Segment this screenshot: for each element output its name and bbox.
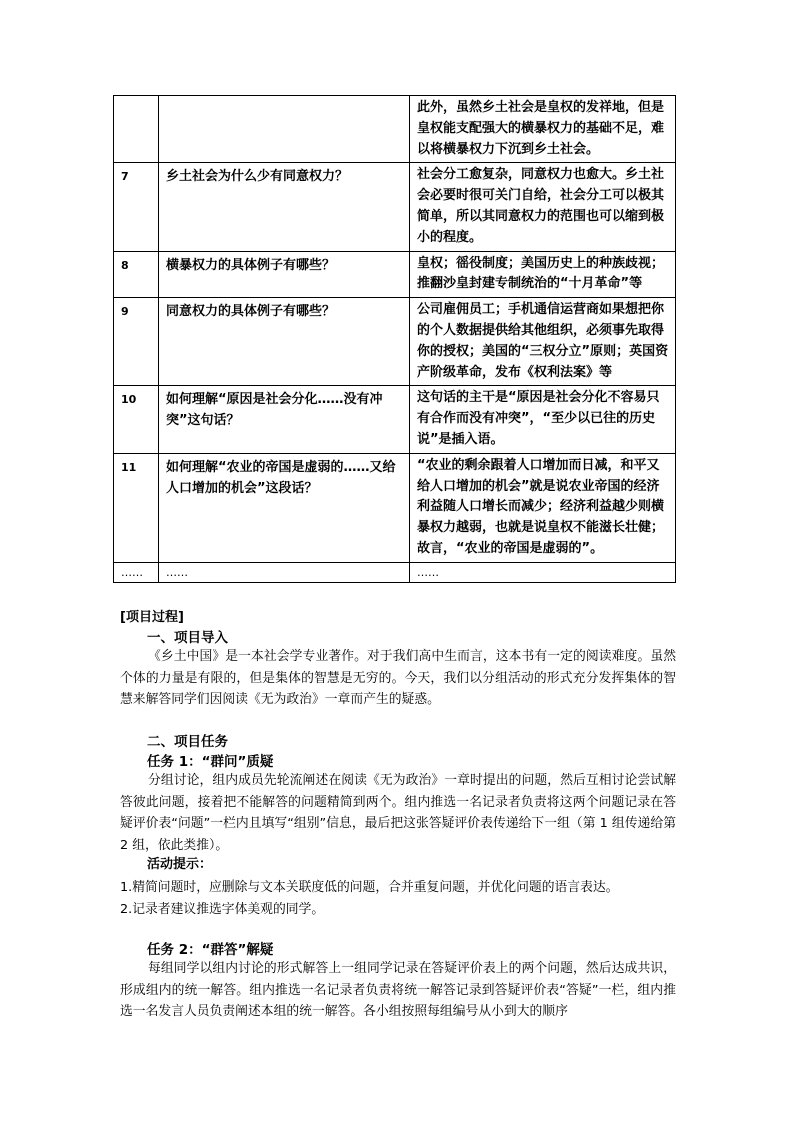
intro-heading: 一、项目导入 (147, 630, 228, 646)
tips-title: 活动提示： (147, 857, 213, 872)
intro-paragraph: 《乡土中国》是一本社会学专业著作。对于我们高中生而言，这本书有一定的阅读难度。虽然个体的力量是有限的，但是集体的智慧是无穷的。今天，我们以分组活动的形式充分发挥集体的智慧来解答同学们因阅读《无为政治》一章而产生的疑惑。 (120, 649, 676, 708)
question-cell (159, 96, 410, 163)
question-cell: …… (159, 562, 410, 582)
table-row (114, 163, 676, 251)
qa-table (113, 95, 676, 583)
answer-cell: 公司雇佣员工；手机通信运营商如果想把你的个人数据提供给其他组织，必须事先取得你的授权；美国的“三权分立”原则；英国资产阶级革命，发布《权利法案》等 (410, 298, 676, 386)
process-label: [项目过程] (120, 610, 184, 625)
row-number: …… (114, 562, 159, 582)
table-row (114, 453, 676, 562)
tip-item: 1.精简问题时，应删除与文本关联度低的问题，合并重复问题，并优化问题的语言表达。 (120, 880, 619, 895)
table-row (114, 386, 676, 453)
task1-paragraph: 分组讨论，组内成员先轮流阐述在阅读《无为政治》一章时提出的问题，然后互相讨论尝试解答彼此问题，接着把不能解答的问题精简到两个。组内推选一名记录者负责将这两个问题记录在答疑评价表“问题”一栏内且填写“组别”信息，最后把这张答疑评价表传递给下一组（第 1 组传递给第 2 组，依此类推）。 (120, 773, 676, 854)
answer-cell: 皇权；徭役制度；美国历史上的种族歧视；推翻沙皇封建专制统治的“十月革命”等 (410, 251, 676, 298)
table-row (114, 562, 676, 582)
question-cell: 乡土社会为什么少有同意权力？ (159, 163, 410, 251)
tip-item: 2.记录者建议推选字体美观的同学。 (120, 902, 325, 917)
task2-title: 任务 2：“群答”解疑 (147, 942, 274, 958)
task2-paragraph: 每组同学以组内讨论的形式解答上一组同学记录在答疑评价表上的两个问题，然后达成共识，形成组内的统一解答。组内推选一名记录者负责将统一解答记录到答疑评价表“答疑”一栏，组内推选一名发言人员负责阐述本组的统一解答。各小组按照每组编号从小到大的顺序 (120, 961, 676, 1020)
table-row (114, 251, 676, 298)
row-number: 10 (114, 386, 159, 453)
row-number: 8 (114, 251, 159, 298)
answer-cell: …… (410, 562, 676, 582)
question-cell: 横暴权力的具体例子有哪些？ (159, 251, 410, 298)
question-cell: 同意权力的具体例子有哪些？ (159, 298, 410, 386)
task1-title: 任务 1：“群问”质疑 (147, 754, 274, 770)
answer-cell: “农业的剩余跟着人口增加而日减，和平又给人口增加的机会”就是说农业帝国的经济利益随人口增长而减少；经济利益越少则横暴权力越弱，也就是说皇权不能滋长壮健；故言，“农业的帝国是虚弱的”。 (410, 453, 676, 562)
row-number: 11 (114, 453, 159, 562)
row-number: 9 (114, 298, 159, 386)
table-row (114, 298, 676, 386)
question-cell: 如何理解“原因是社会分化……没有冲突”这句话？ (159, 386, 410, 453)
answer-cell: 这句话的主干是“原因是社会分化不容易只有合作而没有冲突”，“至少以已往的历史说”是插入语。 (410, 386, 676, 453)
question-cell: 如何理解“农业的帝国是虚弱的……又给人口增加的机会”这段话？ (159, 453, 410, 562)
row-number (114, 96, 159, 163)
answer-cell: 此外，虽然乡土社会是皇权的发祥地，但是皇权能支配强大的横暴权力的基础不足，难以将横暴权力下沉到乡土社会。 (410, 96, 676, 163)
row-number: 7 (114, 163, 159, 251)
table-row (114, 96, 676, 163)
answer-cell: 社会分工愈复杂，同意权力也愈大。乡土社会必要时很可关门自给，社会分工可以极其简单，所以其同意权力的范围也可以缩到极小的程度。 (410, 163, 676, 251)
tasks-heading: 二、项目任务 (147, 734, 228, 750)
